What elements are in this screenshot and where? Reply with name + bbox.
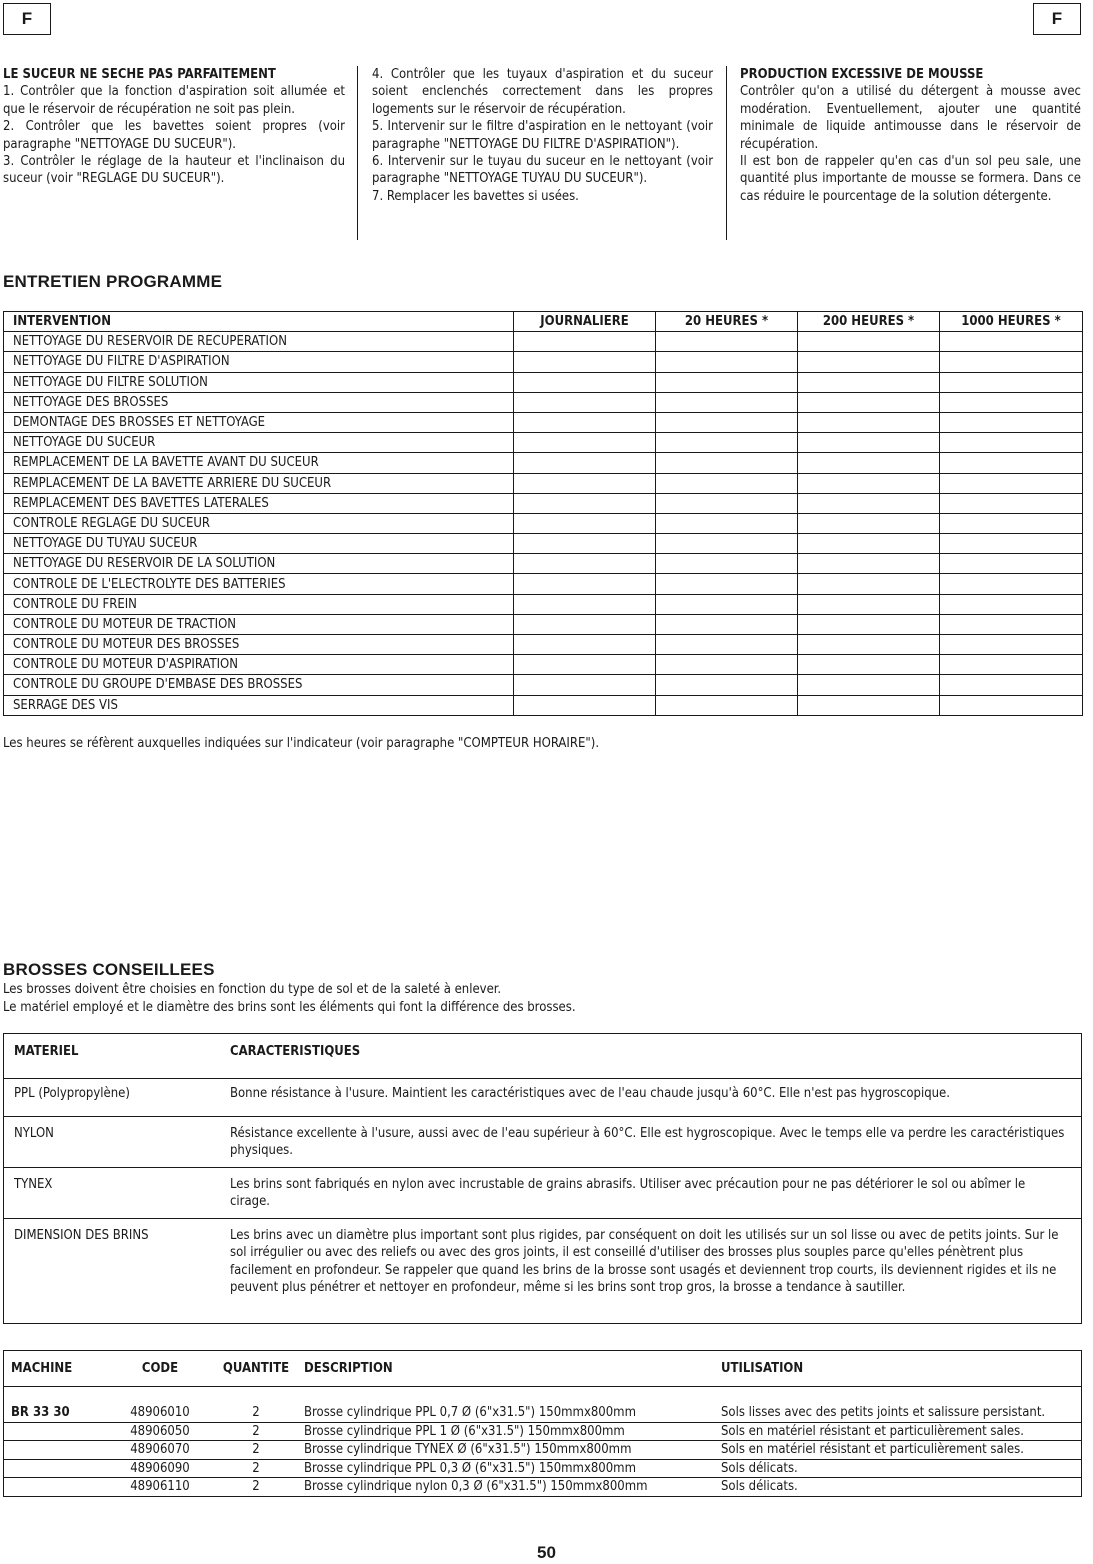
schedule-cell — [940, 635, 1083, 655]
machine-brush-table — [3, 1350, 1082, 1497]
schedule-cell — [798, 675, 940, 695]
brush-row — [4, 1422, 1082, 1441]
schedule-cell — [514, 695, 656, 715]
schedule-cell — [656, 433, 798, 453]
maintenance-row — [4, 392, 1083, 412]
maintenance-row — [4, 695, 1083, 715]
troubleshoot-item: 3. Contrôler le réglage de la hauteur et l'inclinaison du suceur (voir "REGLAGE DU SUCEUR"). — [3, 154, 345, 187]
intervention-label: NETTOYAGE DU RESERVOIR DE LA SOLUTION — [4, 554, 514, 574]
schedule-cell — [656, 332, 798, 352]
troubleshoot-item: 7. Remplacer les bavettes si usées. — [372, 188, 579, 204]
schedule-cell — [514, 332, 656, 352]
schedule-cell — [940, 372, 1083, 392]
schedule-cell — [656, 594, 798, 614]
schedule-cell — [798, 412, 940, 432]
schedule-cell — [514, 453, 656, 473]
schedule-cell — [514, 352, 656, 372]
schedule-cell — [798, 554, 940, 574]
column-divider — [357, 66, 358, 240]
schedule-cell — [798, 574, 940, 594]
schedule-cell — [514, 473, 656, 493]
schedule-cell — [798, 433, 940, 453]
troubleshoot-item: 5. Intervenir sur le filtre d'aspiration en le nettoyant (voir paragraphe "NETTOYAGE DU FILTRE D'ASPIRATION"). — [372, 119, 713, 152]
schedule-cell — [656, 534, 798, 554]
intervention-label: DEMONTAGE DES BROSSES ET NETTOYAGE — [4, 412, 514, 432]
schedule-cell — [798, 473, 940, 493]
intro-line: Le matériel employé et le diamètre des brins sont les éléments qui font la différence des brosses. — [3, 999, 576, 1015]
suction-troubleshoot-title: LE SUCEUR NE SECHE PAS PARFAITEMENT — [3, 67, 276, 82]
page-number: 50 — [537, 1543, 556, 1562]
maintenance-row — [4, 655, 1083, 675]
intervention-label: CONTROLE DU MOTEUR D'ASPIRATION — [4, 655, 514, 675]
schedule-cell — [940, 412, 1083, 432]
schedule-cell — [656, 655, 798, 675]
brush-usage: Sols en matériel résistant et particulièrement sales. — [721, 1422, 1082, 1441]
schedule-cell — [798, 392, 940, 412]
schedule-cell — [514, 635, 656, 655]
brush-usage: Sols lisses avec des petits joints et salissure persistant. — [721, 1404, 1082, 1422]
schedule-cell — [798, 695, 940, 715]
schedule-cell — [514, 675, 656, 695]
intervention-label: NETTOYAGE DU FILTRE D'ASPIRATION — [4, 352, 514, 372]
schedule-cell — [940, 453, 1083, 473]
schedule-cell — [798, 534, 940, 554]
brush-usage: Sols délicats. — [721, 1479, 798, 1495]
schedule-cell — [940, 392, 1083, 412]
brush-quantity: 2 — [208, 1441, 304, 1460]
maintenance-row — [4, 412, 1083, 432]
brush-quantity: 2 — [208, 1422, 304, 1441]
intervention-label: REMPLACEMENT DES BAVETTES LATERALES — [4, 493, 514, 513]
machine-name — [4, 1441, 113, 1460]
brush-usage: Sols en matériel résistant et particulièrement sales. — [721, 1441, 1082, 1460]
maintenance-row — [4, 513, 1083, 533]
schedule-cell — [656, 473, 798, 493]
schedule-cell — [656, 493, 798, 513]
schedule-cell — [798, 493, 940, 513]
brushes-intro — [3, 981, 576, 1016]
characteristics-row — [4, 1117, 1082, 1168]
schedule-cell — [514, 372, 656, 392]
maintenance-row — [4, 675, 1083, 695]
material-description: Bonne résistance à l'usure. Maintient les caractéristiques avec de l'eau chaude jusqu'à 60°C. Elle n'est pas hygroscopique. — [230, 1079, 1082, 1117]
schedule-cell — [514, 534, 656, 554]
hours-note: Les heures se réfèrent auxquelles indiquées sur l'indicateur (voir paragraphe "COMPTEUR HORAIRE"). — [3, 736, 600, 751]
foam-paragraph: Il est bon de rappeler qu'en cas d'un sol peu sale, une quantité plus importante de mousse se formera. Dans ce cas réduire le pourcentage de la solution détergente. — [740, 154, 1081, 204]
maintenance-row — [4, 614, 1083, 634]
brush-description: Brosse cylindrique PPL 1 Ø (6"x31.5") 150mmx800mm — [304, 1422, 721, 1441]
schedule-cell — [514, 412, 656, 432]
brush-row — [4, 1478, 1082, 1497]
characteristics-row — [4, 1168, 1082, 1219]
schedule-cell — [656, 352, 798, 372]
schedule-cell — [798, 453, 940, 473]
schedule-cell — [656, 372, 798, 392]
intervention-label: NETTOYAGE DU RESERVOIR DE RECUPERATION — [4, 332, 514, 352]
schedule-cell — [514, 513, 656, 533]
schedule-cell — [798, 513, 940, 533]
intervention-label: REMPLACEMENT DE LA BAVETTE ARRIERE DU SUCEUR — [4, 473, 514, 493]
brush-code: 48906010 — [112, 1404, 208, 1422]
brush-row — [4, 1404, 1082, 1422]
schedule-cell — [940, 332, 1083, 352]
header-20h: 20 HEURES * — [656, 312, 798, 332]
schedule-cell — [798, 352, 940, 372]
header-machine: MACHINE — [4, 1351, 113, 1387]
troubleshoot-item: 4. Contrôler que les tuyaux d'aspiration et du suceur soient enclenchés correctement dans les propres logements sur le réservoir de récupération. — [372, 67, 713, 117]
troubleshoot-item: 1. Contrôler que la fonction d'aspiration soit allumée et que le réservoir de récupération ne soit pas plein. — [3, 84, 345, 117]
maintenance-row — [4, 372, 1083, 392]
header-material: MATERIEL — [4, 1034, 231, 1079]
maintenance-row — [4, 554, 1083, 574]
schedule-cell — [940, 675, 1083, 695]
header-quantity: QUANTITE — [208, 1351, 304, 1387]
brush-quantity: 2 — [208, 1404, 304, 1422]
characteristics-row — [4, 1219, 1082, 1324]
foam-troubleshoot-title: PRODUCTION EXCESSIVE DE MOUSSE — [740, 67, 984, 82]
brush-code: 48906050 — [112, 1422, 208, 1441]
material-description: Les brins avec un diamètre plus important sont plus rigides, par conséquent on doit les utilisés sur un sol lisse ou avec de petits joints. Sur le sol irrégulier ou avec des reliefs ou avec des gros joints, il est conseillé d'utiliser des brosses plus souples parce qu'elles pénètrent plus facilement en profondeur. Se rappeler que quand les brins de la brosse sont usagés et deviennent trop courts, ils deviennent rigides et ils ne peuvent plus pénétrer et nettoyer en profondeur, même si les brins sont trop gros, la brosse a tendance à sautiller. — [230, 1228, 1059, 1296]
schedule-cell — [940, 493, 1083, 513]
material-name: TYNEX — [4, 1168, 231, 1219]
schedule-cell — [514, 655, 656, 675]
schedule-cell — [514, 493, 656, 513]
schedule-cell — [798, 372, 940, 392]
machine-name — [4, 1422, 113, 1441]
characteristics-header-row — [4, 1034, 1082, 1079]
intervention-label: CONTROLE DU FREIN — [4, 594, 514, 614]
header-code: CODE — [112, 1351, 208, 1387]
intervention-label: CONTROLE DU MOTEUR DES BROSSES — [4, 635, 514, 655]
header-description: DESCRIPTION — [304, 1351, 721, 1387]
material-description: Résistance excellente à l'usure, aussi avec de l'eau supérieur à 60°C. Elle est hygroscopique. Avec le temps elle va perdre les caractéristiques physiques. — [230, 1117, 1082, 1168]
header-200h: 200 HEURES * — [798, 312, 940, 332]
schedule-cell — [940, 554, 1083, 574]
maintenance-row — [4, 433, 1083, 453]
schedule-cell — [798, 594, 940, 614]
brushes-title: BROSSES CONSEILLEES — [3, 960, 215, 979]
intervention-label: CONTROLE DU MOTEUR DE TRACTION — [4, 614, 514, 634]
characteristics-table — [3, 1033, 1082, 1324]
brush-description: Brosse cylindrique PPL 0,3 Ø (6"x31.5") 150mmx800mm — [304, 1459, 721, 1478]
foam-paragraph: Contrôler qu'on a utilisé du détergent à mousse avec modération. Eventuellement, ajouter une quantité minimale de liquide antimousse dans le réservoir de récupération. — [740, 84, 1081, 152]
language-marker-left: F — [3, 3, 51, 35]
troubleshoot-item: 2. Contrôler que les bavettes soient propres (voir paragraphe "NETTOYAGE DU SUCEUR"). — [3, 119, 345, 152]
maintenance-row — [4, 332, 1083, 352]
intervention-label: NETTOYAGE DU SUCEUR — [4, 433, 514, 453]
header-intervention: INTERVENTION — [4, 312, 514, 332]
brush-description: Brosse cylindrique nylon 0,3 Ø (6"x31.5") 150mmx800mm — [304, 1479, 648, 1495]
schedule-cell — [656, 695, 798, 715]
header-daily: JOURNALIERE — [514, 312, 656, 332]
material-name: PPL (Polypropylène) — [4, 1079, 231, 1117]
schedule-cell — [514, 392, 656, 412]
header-characteristics: CARACTERISTIQUES — [230, 1034, 1082, 1079]
brush-row — [4, 1459, 1082, 1478]
column-divider — [726, 66, 727, 240]
maintenance-row — [4, 574, 1083, 594]
schedule-cell — [798, 614, 940, 634]
schedule-cell — [656, 614, 798, 634]
maintenance-row — [4, 534, 1083, 554]
material-name: NYLON — [4, 1117, 231, 1168]
maintenance-title: ENTRETIEN PROGRAMME — [3, 272, 223, 291]
header-1000h: 1000 HEURES * — [940, 312, 1083, 332]
schedule-cell — [940, 695, 1083, 715]
table-spacer — [4, 1387, 1082, 1405]
intervention-label: NETTOYAGE DU FILTRE SOLUTION — [4, 372, 514, 392]
machine-name — [4, 1478, 113, 1497]
schedule-cell — [940, 513, 1083, 533]
schedule-cell — [656, 392, 798, 412]
machine-name — [4, 1459, 113, 1478]
intervention-label: CONTROLE DU GROUPE D'EMBASE DES BROSSES — [4, 675, 514, 695]
schedule-cell — [940, 655, 1083, 675]
schedule-cell — [798, 332, 940, 352]
brush-code: 48906090 — [112, 1459, 208, 1478]
troubleshoot-item: 6. Intervenir sur le tuyau du suceur en le nettoyant (voir paragraphe "NETTOYAGE TUYAU DU SUCEUR"). — [372, 154, 713, 187]
schedule-cell — [798, 635, 940, 655]
intervention-label: NETTOYAGE DU TUYAU SUCEUR — [4, 534, 514, 554]
language-marker-right: F — [1033, 3, 1081, 35]
schedule-cell — [514, 574, 656, 594]
schedule-cell — [656, 675, 798, 695]
schedule-cell — [940, 614, 1083, 634]
brush-code: 48906070 — [112, 1441, 208, 1460]
characteristics-row — [4, 1079, 1082, 1117]
intervention-label: CONTROLE DE L'ELECTROLYTE DES BATTERIES — [4, 574, 514, 594]
maintenance-row — [4, 453, 1083, 473]
brush-description: Brosse cylindrique PPL 0,7 Ø (6"x31.5") 150mmx800mm — [304, 1404, 721, 1422]
schedule-cell — [940, 473, 1083, 493]
troubleshooting-column-1 — [3, 66, 345, 240]
brush-quantity: 2 — [252, 1479, 260, 1495]
maintenance-row — [4, 635, 1083, 655]
schedule-cell — [940, 534, 1083, 554]
troubleshooting-column-2 — [372, 66, 713, 240]
machine-header-row — [4, 1351, 1082, 1387]
schedule-cell — [798, 655, 940, 675]
brush-row — [4, 1441, 1082, 1460]
schedule-cell — [514, 614, 656, 634]
brush-usage: Sols délicats. — [721, 1459, 1082, 1478]
intervention-label: REMPLACEMENT DE LA BAVETTE AVANT DU SUCEUR — [4, 453, 514, 473]
schedule-cell — [940, 433, 1083, 453]
intervention-label: NETTOYAGE DES BROSSES — [4, 392, 514, 412]
schedule-cell — [656, 574, 798, 594]
maintenance-row — [4, 493, 1083, 513]
schedule-cell — [514, 554, 656, 574]
intervention-label: CONTROLE REGLAGE DU SUCEUR — [4, 513, 514, 533]
maintenance-table — [3, 311, 1083, 716]
schedule-cell — [656, 554, 798, 574]
machine-name: BR 33 30 — [4, 1404, 113, 1422]
maintenance-row — [4, 352, 1083, 372]
material-name: DIMENSION DES BRINS — [14, 1228, 149, 1243]
troubleshooting-column-3 — [740, 66, 1081, 240]
intro-line: Les brosses doivent être choisies en fonction du type de sol et de la saleté à enlever. — [3, 982, 502, 997]
brush-code: 48906110 — [130, 1479, 190, 1495]
schedule-cell — [940, 574, 1083, 594]
schedule-cell — [514, 594, 656, 614]
schedule-cell — [656, 412, 798, 432]
brush-description: Brosse cylindrique TYNEX Ø (6"x31.5") 150mmx800mm — [304, 1441, 721, 1460]
maintenance-row — [4, 473, 1083, 493]
schedule-cell — [656, 513, 798, 533]
schedule-cell — [940, 594, 1083, 614]
header-usage: UTILISATION — [721, 1351, 1082, 1387]
maintenance-header-row — [4, 312, 1083, 332]
brush-quantity: 2 — [208, 1459, 304, 1478]
intervention-label: SERRAGE DES VIS — [4, 695, 514, 715]
maintenance-row — [4, 594, 1083, 614]
schedule-cell — [656, 453, 798, 473]
schedule-cell — [514, 433, 656, 453]
material-description: Les brins sont fabriqués en nylon avec incrustable de grains abrasifs. Utiliser avec précaution pour ne pas détériorer le sol ou abîmer le cirage. — [230, 1168, 1082, 1219]
schedule-cell — [656, 635, 798, 655]
schedule-cell — [940, 352, 1083, 372]
